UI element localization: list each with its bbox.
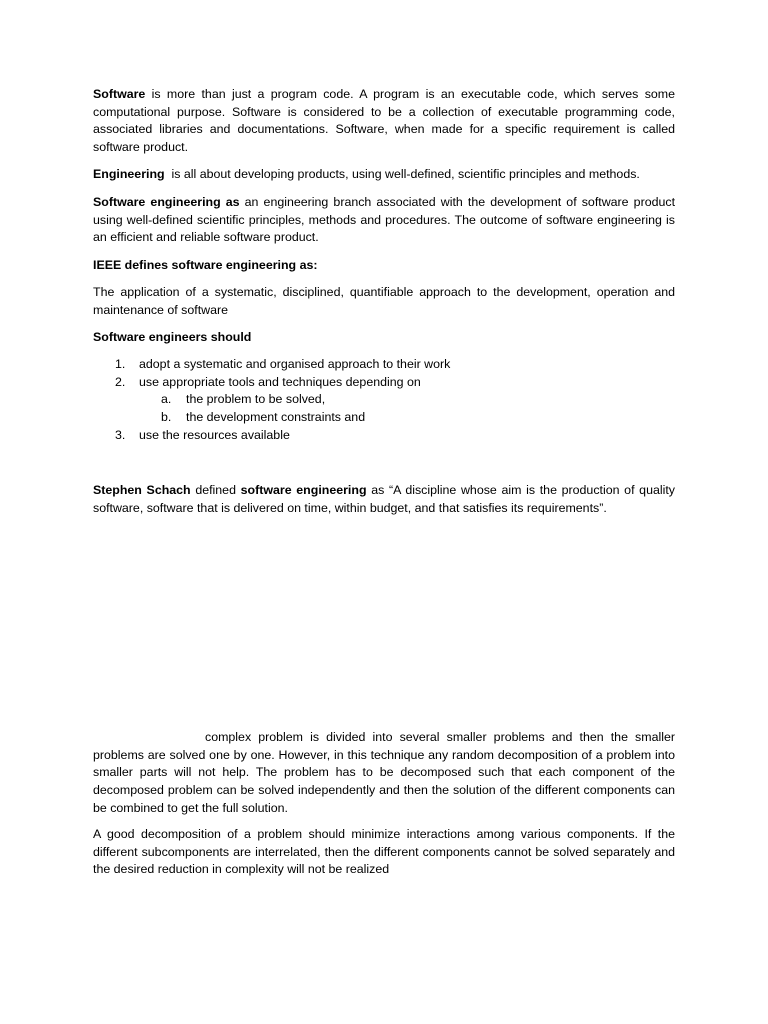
software-engineering-definition: an engineering branch associated with the development of software product using well-defined scientific principles, methods and procedures. The outcome of software engineering is an efficient and reliable software product. (93, 195, 676, 245)
list-item (93, 356, 675, 374)
software-engineering-term: Software engineering as (93, 195, 240, 209)
list-item-text: adopt a systematic and organised approach to their work (139, 357, 451, 371)
sub-list-item-text: the problem to be solved, (186, 392, 326, 407)
list-item-text: use appropriate tools and techniques depending on (139, 374, 421, 389)
sub-list-item-text: the development constraints and (186, 410, 366, 425)
list-item-number: 2. (115, 374, 126, 389)
ieee-heading-text: IEEE defines software engineering as: (93, 258, 318, 272)
decomposition-text: complex problem is divided into several smaller problems and then the smaller problems are solved one by one. However, in this technique any random decomposition of a problem into smaller parts will not help. The problem has to be decomposed such that each component of the decomposed problem can be solved independently and then the solution of the different components can be combined to get the full solution. (93, 730, 675, 815)
list-item-number: 1. (115, 357, 126, 371)
schach-text-2: as “A discipline whose aim is the production of quality software, software that is delivered on time, within budget, and that satisfies its requirements”. (93, 483, 676, 515)
ieee-definition-paragraph (93, 284, 675, 319)
ieee-definition-text: The application of a systematic, disciplined, quantifiable approach to the development, operation and maintenance of software (93, 285, 675, 317)
list-item-text: use the resources available (139, 427, 290, 442)
engineers-list (93, 356, 675, 444)
sub-list-item-letter: a. (161, 392, 172, 407)
list-item-number: 3. (115, 427, 126, 442)
sub-list-item (93, 391, 675, 409)
schach-name: Stephen Schach (93, 483, 191, 497)
engineering-term: Engineering (93, 167, 165, 181)
decomposition-paragraph (93, 729, 675, 818)
engineers-heading-text: Software engineers should (93, 330, 252, 344)
list-item (93, 374, 675, 392)
schach-paragraph (93, 482, 675, 517)
schach-term: software engineering (240, 483, 367, 497)
software-paragraph (93, 86, 675, 157)
engineers-heading (93, 329, 675, 347)
engineering-paragraph (93, 166, 675, 184)
schach-text-1: defined (190, 483, 241, 497)
software-definition: is more than just a program code. A program is an executable code, which serves some computational purpose. Software is considered to be a collection of executable programming code, associated libraries and documentations. Software, when made for a specific requirement is called software product. (93, 87, 675, 155)
sub-list-item-letter: b. (161, 410, 172, 425)
software-term: Software (93, 87, 146, 101)
software-engineering-paragraph (93, 194, 675, 247)
sub-list-item (93, 409, 675, 427)
list-item (93, 427, 675, 445)
good-decomposition-text: A good decomposition of a problem should minimize interactions among various components. If the different subcomponents are interrelated, then the different components cannot be solved separately and the desired reduction in complexity will not be realized (93, 827, 675, 877)
ieee-heading (93, 257, 675, 275)
good-decomposition-paragraph (93, 826, 675, 879)
engineering-definition: is all about developing products, using well-defined, scientific principles and methods. (164, 167, 640, 181)
